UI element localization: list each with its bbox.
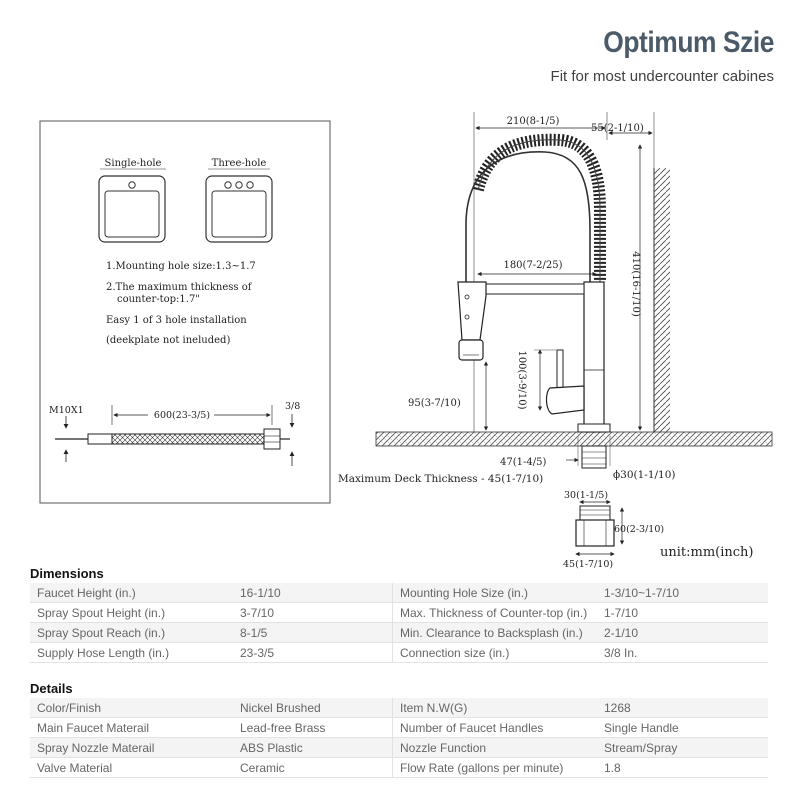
spec-value: 1-3/10~1-7/10 (597, 583, 768, 603)
spec-label: Number of Faucet Handles (393, 718, 598, 738)
spec-label: Connection size (in.) (393, 643, 598, 663)
install-note-2a: 2.The maximum thickness of (106, 282, 252, 293)
spec-value: Nickel Brushed (233, 698, 393, 718)
spray-height-dim: 95(3-7/10) (408, 398, 461, 409)
install-note-3: Easy 1 of 3 hole installation (106, 315, 247, 326)
nut-bottom-dim: 45(1-7/10) (563, 559, 614, 570)
faucet-handle (546, 350, 584, 414)
single-hole-label: Single-hole (104, 158, 162, 169)
spec-value: Ceramic (233, 758, 393, 778)
unit-label: unit:mm(inch) (660, 545, 754, 560)
spec-label: Max. Thickness of Counter-top (in.) (393, 603, 598, 623)
nut-top-dim: 30(1-1/5) (564, 490, 609, 501)
spec-label: Faucet Height (in.) (30, 583, 233, 603)
table-row (30, 623, 768, 643)
spec-label: Item N.W(G) (393, 698, 598, 718)
spec-value: Stream/Spray (597, 738, 768, 758)
three-hole-label: Three-hole (211, 158, 267, 169)
table-row (30, 758, 768, 778)
details-heading: Details (30, 681, 73, 696)
install-note-2b: counter-top:1.7" (117, 294, 200, 305)
spec-value: 23-3/5 (233, 643, 393, 663)
spec-value: 8-1/5 (233, 623, 393, 643)
spec-label: Flow Rate (gallons per minute) (393, 758, 598, 778)
spec-value: 1.8 (597, 758, 768, 778)
countertop (376, 432, 772, 446)
hose-length-label: 600(23-3/5) (153, 410, 211, 421)
backsplash-wall (654, 168, 670, 432)
spec-label: Supply Hose Length (in.) (30, 643, 233, 663)
spec-value: 2-1/10 (597, 623, 768, 643)
details-table (30, 698, 768, 778)
hose-connection-label: 3/8 (285, 401, 301, 412)
table-row (30, 718, 768, 738)
table-row (30, 643, 768, 663)
spray-head (458, 282, 486, 340)
table-row (30, 583, 768, 603)
mounting-nut (563, 490, 664, 570)
faucet-dimension-diagram (0, 100, 800, 570)
spec-label: Main Faucet Materail (30, 718, 233, 738)
spec-label: Min. Clearance to Backsplash (in.) (393, 623, 598, 643)
handle-height-dim: 100(3-9/10) (516, 350, 527, 410)
table-row (30, 698, 768, 718)
faucet-side-view (338, 112, 772, 570)
spec-label: Spray Spout Reach (in.) (30, 623, 233, 643)
single-hole-sink-icon (99, 176, 165, 242)
spec-label: Nozzle Function (393, 738, 598, 758)
page-subtitle: Fit for most undercounter cabines (550, 68, 774, 85)
nut-height-dim: 60(2-3/10) (614, 524, 665, 535)
spec-value: ABS Plastic (233, 738, 393, 758)
spec-label: Color/Finish (30, 698, 233, 718)
backsplash-dim: 55(2-1/10) (591, 123, 644, 134)
table-row (30, 738, 768, 758)
height-dim: 410(16-1/10) (630, 251, 641, 317)
dimensions-table (30, 583, 768, 663)
deck-thickness-dim: Maximum Deck Thickness - 45(1-7/10) (338, 473, 544, 485)
reach-dim: 180(7-2/25) (503, 260, 563, 271)
shank-diameter-dim: ϕ30(1-1/10) (613, 469, 676, 481)
three-hole-sink-icon (206, 176, 272, 242)
top-width-dim: 210(8-1/5) (506, 116, 560, 127)
installation-info-panel (40, 121, 330, 503)
spec-value: 16-1/10 (233, 583, 393, 603)
faucet-body (584, 282, 604, 432)
spec-value: 1-7/10 (597, 603, 768, 623)
install-note-4: (deekplate not ineluded) (106, 335, 231, 346)
hose-thread-label: M10X1 (49, 405, 84, 416)
spec-value: 3/8 In. (597, 643, 768, 663)
spec-value: Single Handle (597, 718, 768, 738)
spec-label: Spray Spout Height (in.) (30, 603, 233, 623)
page-title: Optimum Szie (603, 26, 774, 59)
base-width-dim: 47(1-4/5) (500, 457, 547, 468)
spec-label: Mounting Hole Size (in.) (393, 583, 598, 603)
spec-value: 3-7/10 (233, 603, 393, 623)
spec-label: Valve Material (30, 758, 233, 778)
spec-value: Lead-free Brass (233, 718, 393, 738)
spec-value: 1268 (597, 698, 768, 718)
dimensions-heading: Dimensions (30, 566, 104, 581)
install-note-1: 1.Mounting hole size:1.3~1.7 (106, 261, 256, 272)
spec-label: Spray Nozzle Materail (30, 738, 233, 758)
table-row (30, 603, 768, 623)
